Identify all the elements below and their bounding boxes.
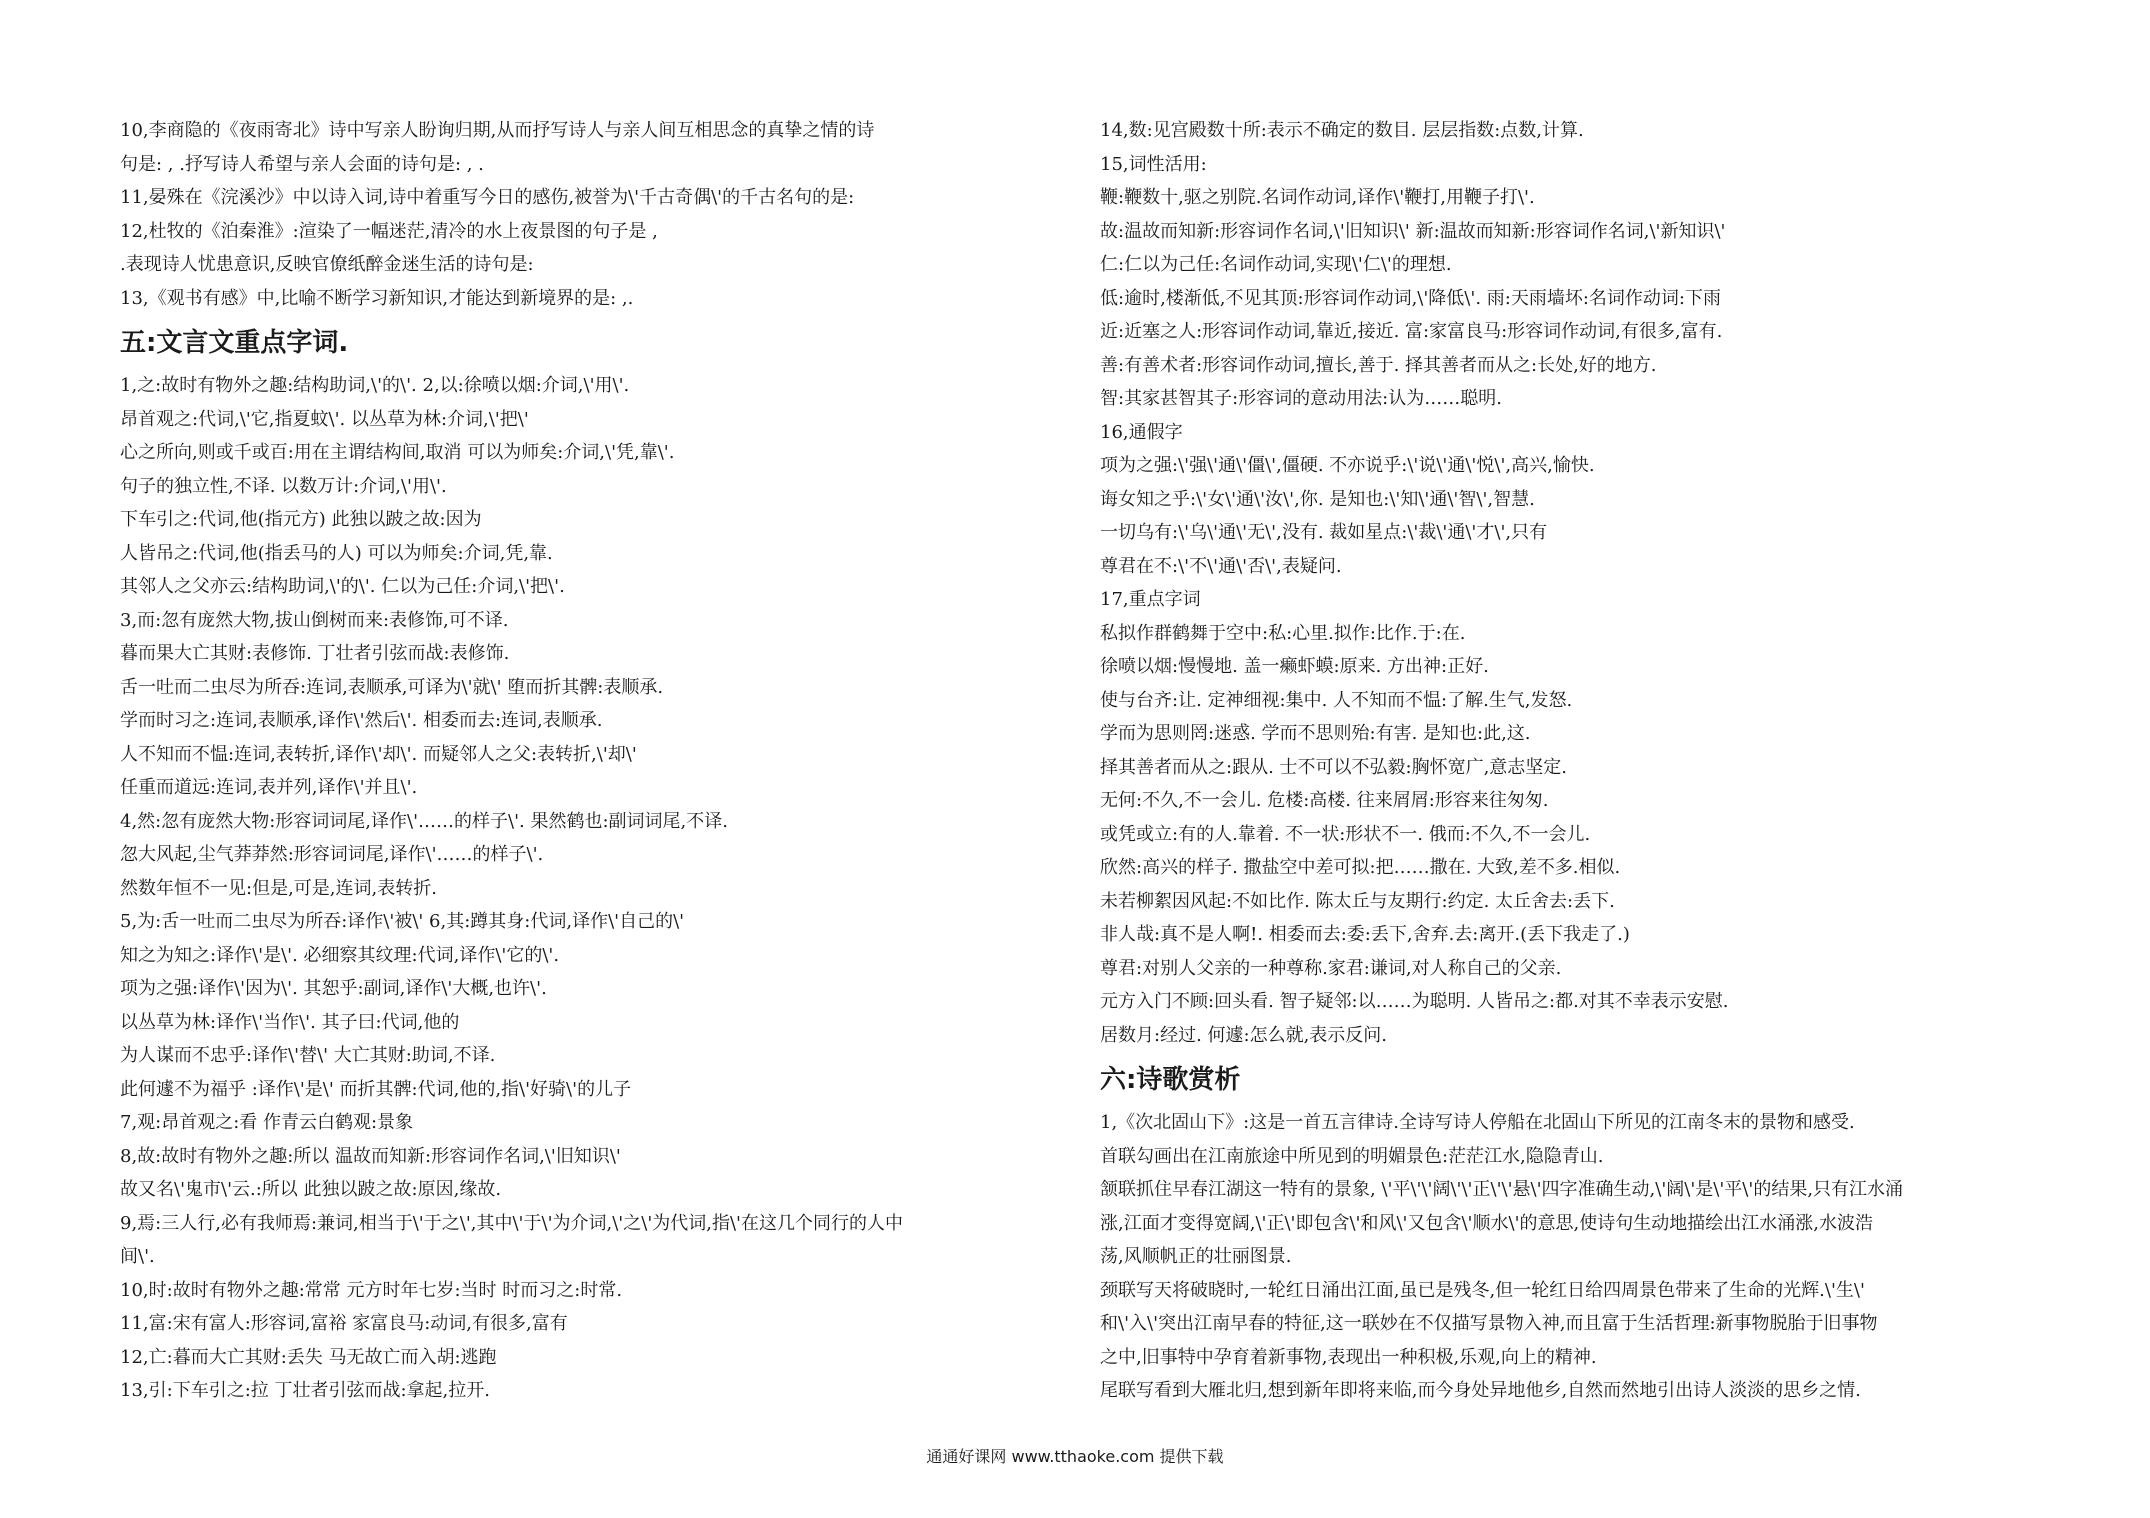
text-line: 任重而道远:连词,表并列,译作\'并且\'. [120, 777, 418, 798]
text-line: 其邻人之父亦云:结构助词,\'的\'. 仁以为己任:介词,\'把\'. [120, 576, 565, 597]
text-line: 1,之:故时有物外之趣:结构助词,\'的\'. 2,以:徐喷以烟:介词,\'用\'. [120, 375, 630, 396]
text-line: 心之所向,则或千或百:用在主谓结构间,取消 可以为师矣:介词,\'凭,靠\'. [120, 442, 675, 463]
left-column [120, 114, 1080, 1408]
text-line: 8,故:故时有物外之趣:所以 温故而知新:形容词作名词,\'旧知识\' [120, 1145, 621, 1167]
text-line: 之中,旧事特中孕育着新事物,表现出一种积极,乐观,向上的精神. [1100, 1346, 1597, 1368]
text-line: 或凭或立:有的人.靠着. 不一状:形状不一. 俄而:不久,不一会儿. [1100, 823, 1591, 845]
text-line: 择其善者而从之:跟从. 士不可以不弘毅:胸怀宽广,意志坚定. [1100, 756, 1568, 778]
text-line: 尾联写看到大雁北归,想到新年即将来临,而今身处异地他乡,自然而然地引出诗人淡淡的思乡之情. [1100, 1380, 1861, 1401]
section-heading-classical-chinese: 五:文言文重点字词. [120, 328, 349, 358]
text-line: 颔联抓住早春江湖这一特有的景象, \'平\'\'阔\'\'正\'\'悬\'四字准确生动,\'阔\'是\'平\'的结果,只有江水涌 [1100, 1179, 1904, 1200]
text-line: 近:近塞之人:形容词作动词,靠近,接近. 富:家富良马:形容词作动词,有很多,富有. [1100, 321, 1723, 342]
text-line: 无何:不久,不一会儿. 危楼:高楼. 往来屑屑:形容来往匆匆. [1100, 790, 1549, 811]
text-line: 11,富:宋有富人:形容词,富裕 家富良马:动词,有很多,富有 [120, 1313, 568, 1334]
text-line: 非人哉:真不是人啊!. 相委而去:委:丢下,舍弃.去:离开.(丢下我走了.) [1100, 924, 1630, 945]
text-line: 间\'. [120, 1246, 155, 1267]
text-line: 下车引之:代词,他(指元方) 此独以跛之故:因为 [120, 509, 482, 530]
footer-source-credit: 通通好课网 www.tthaoke.com 提供下载 [926, 1447, 1224, 1466]
text-line: 故又名\'鬼市\'云.:所以 此独以跛之故:原因,缘故. [120, 1179, 502, 1200]
text-line: 一切乌有:\'乌\'通\'无\',没有. 裁如星点:\'裁\'通\'才\',只有 [1100, 522, 1548, 543]
text-line: 欣然:高兴的样子. 撒盐空中差可拟:把……撒在. 大致,差不多.相似. [1100, 857, 1621, 878]
text-line: 人不知而不愠:连词,表转折,译作\'却\'. 而疑邻人之父:表转折,\'却\' [120, 743, 637, 765]
text-line: 善:有善术者:形容词作动词,擅长,善于. 择其善者而从之:长处,好的地方. [1100, 354, 1657, 376]
text-line: 舌一吐而二虫尽为所吞:连词,表顺承,可译为\'就\' 堕而折其髀:表顺承. [120, 676, 664, 698]
text-line: 为人谋而不忠乎:译作\'替\' 大亡其财:助词,不译. [120, 1045, 496, 1066]
classical-chinese-notes [120, 369, 1080, 1408]
text-line: 此何遽不为福乎 :译作\'是\' 而折其髀:代词,他的,指\'好骑\'的儿子 [120, 1078, 632, 1100]
text-line: 12,杜牧的《泊秦淮》:渲染了一幅迷茫,清冷的水上夜景图的句子是 , [120, 220, 658, 242]
text-line: 颈联写天将破晓时,一轮红日涌出江面,虽已是残冬,但一轮红日给四周景色带来了生命的光辉.\'生\' [1100, 1279, 1865, 1301]
text-line: 尊君在不:\'不\'通\'否\',表疑问. [1100, 555, 1342, 577]
text-line: 元方入门不顾:回头看. 智子疑邻:以……为聪明. 人皆吊之:都.对其不幸表示安慰. [1100, 991, 1729, 1012]
text-line: 涨,江面才变得宽阔,\'正\'即包含\'和风\'又包含\'顺水\'的意思,使诗句生动地描绘出江水涌涨,水波浩 [1100, 1212, 1873, 1234]
text-line: 人皆吊之:代词,他(指丢马的人) 可以为师矣:介词,凭,靠. [120, 542, 553, 564]
text-line: 忽大风起,尘气莽莽然:形容词词尾,译作\'……的样子\'. [120, 844, 544, 865]
text-line: 9,焉:三人行,必有我师焉:兼词,相当于\'于之\',其中\'于\'为介词,\'之\'为代词,指\'在这几个同行的人中 [120, 1212, 903, 1234]
text-line: 故:温故而知新:形容词作名词,\'旧知识\' 新:温故而知新:形容词作名词,\'新知识\' [1100, 220, 1726, 242]
text-line: 11,晏殊在《浣溪沙》中以诗入词,诗中着重写今日的感伤,被誉为\'千古奇偶\'的千古名句的是: [120, 187, 855, 208]
text-line: 学而为思则罔:迷惑. 学而不思则殆:有害. 是知也:此,这. [1100, 723, 1531, 744]
text-line: 低:逾时,楼渐低,不见其顶:形容词作动词,\'降低\'. 雨:天雨墙坏:名词作动词:下雨 [1100, 287, 1721, 309]
text-line: 首联勾画出在江南旅途中所见到的明媚景色:茫茫江水,隐隐青山. [1100, 1145, 1604, 1167]
text-line: 仁:仁以为己任:名词作动词,实现\'仁\'的理想. [1100, 254, 1452, 275]
text-line: 17,重点字词 [1100, 589, 1201, 610]
text-line: 10,时:故时有物外之趣:常常 元方时年七岁:当时 时而习之:时常. [120, 1279, 623, 1301]
poetry-appreciation-text [1100, 1106, 2060, 1408]
text-line: 13,《观书有感》中,比喻不断学习新知识,才能达到新境界的是: ,. [120, 287, 634, 309]
text-line: 然数年恒不一见:但是,可是,连词,表转折. [120, 877, 437, 899]
text-line: 诲女知之乎:\'女\'通\'汝\',你. 是知也:\'知\'通\'智\',智慧. [1100, 488, 1535, 510]
text-line: 荡,风顺帆正的壮丽图景. [1100, 1246, 1292, 1267]
text-line: 学而时习之:连词,表顺承,译作\'然后\'. 相委而去:连词,表顺承. [120, 710, 603, 731]
section-heading-poetry-appreciation: 六:诗歌赏析 [1100, 1065, 1241, 1095]
text-line: .表现诗人忧患意识,反映官僚纸醉金迷生活的诗句是: [120, 254, 534, 275]
text-line: 昂首观之:代词,\'它,指夏蚊\'. 以丛草为林:介词,\'把\' [120, 408, 529, 430]
text-line: 私拟作群鹤舞于空中:私:心里.拟作:比作.于:在. [1100, 622, 1466, 644]
text-line: 16,通假字 [1100, 421, 1183, 443]
text-line: 项为之强:译作\'因为\'. 其恕乎:副词,译作\'大概,也许\'. [120, 978, 547, 999]
text-line: 尊君:对别人父亲的一种尊称.家君:谦词,对人称自己的父亲. [1100, 957, 1562, 979]
text-line: 句是: , .抒写诗人希望与亲人会面的诗句是: , . [120, 153, 484, 175]
text-line: 3,而:忽有庞然大物,拔山倒树而来:表修饰,可不译. [120, 609, 509, 631]
text-line: 以丛草为林:译作\'当作\'. 其子曰:代词,他的 [120, 1011, 460, 1033]
text-line: 智:其家甚智其子:形容词的意动用法:认为……聪明. [1100, 388, 1502, 409]
text-line: 12,亡:暮而大亡其财:丢失 马无故亡而入胡:逃跑 [120, 1346, 497, 1368]
text-line: 14,数:见宫殿数十所:表示不确定的数目. 层层指数:点数,计算. [1100, 120, 1584, 141]
vocabulary-notes [1100, 114, 2060, 1052]
text-line: 1,《次北固山下》:这是一首五言律诗.全诗写诗人停船在北固山下所见的江南冬末的景物和感受. [1100, 1112, 1855, 1133]
text-line: 4,然:忽有庞然大物:形容词词尾,译作\'……的样子\'. 果然鹤也:副词词尾,不译. [120, 810, 728, 832]
text-line: 项为之强:\'强\'通\'僵\',僵硬. 不亦说乎:\'说\'通\'悦\',高兴,愉快. [1100, 455, 1595, 476]
text-line: 15,词性活用: [1100, 153, 1207, 175]
text-line: 和\'入\'突出江南早春的特征,这一联妙在不仅描写景物入神,而且富于生活哲理:新事物脱胎于旧事物 [1100, 1313, 1878, 1334]
text-line: 未若柳絮因风起:不如比作. 陈太丘与友期行:约定. 太丘舍去:丢下. [1100, 890, 1615, 912]
text-line: 鞭:鞭数十,驱之别院.名词作动词,译作\'鞭打,用鞭子打\'. [1100, 187, 1535, 208]
text-line: 居数月:经过. 何遽:怎么就,表示反问. [1100, 1024, 1388, 1046]
text-line: 暮而果大亡其财:表修饰. 丁壮者引弦而战:表修饰. [120, 643, 510, 664]
text-line: 徐喷以烟:慢慢地. 盖一癞虾蟆:原来. 方出神:正好. [1100, 656, 1489, 677]
text-line: 7,观:昂首观之:看 作青云白鹤观:景象 [120, 1112, 414, 1133]
text-line: 13,引:下车引之:拉 丁壮者引弦而战:拿起,拉开. [120, 1380, 490, 1401]
text-line: 句子的独立性,不译. 以数万计:介词,\'用\'. [120, 475, 447, 497]
text-line: 5,为:舌一吐而二虫尽为所吞:译作\'被\' 6,其:蹲其身:代词,译作\'自己的\' [120, 911, 685, 932]
right-column [1100, 114, 2060, 1408]
poetry-fill-in-questions [120, 114, 1080, 315]
text-line: 10,李商隐的《夜雨寄北》诗中写亲人盼询归期,从而抒写诗人与亲人间互相思念的真挚之情的诗 [120, 120, 875, 141]
text-line: 知之为知之:译作\'是\'. 必细察其纹理:代词,译作\'它的\'. [120, 944, 560, 966]
text-line: 使与台齐:让. 定神细视:集中. 人不知而不愠:了解.生气,发怒. [1100, 689, 1573, 711]
